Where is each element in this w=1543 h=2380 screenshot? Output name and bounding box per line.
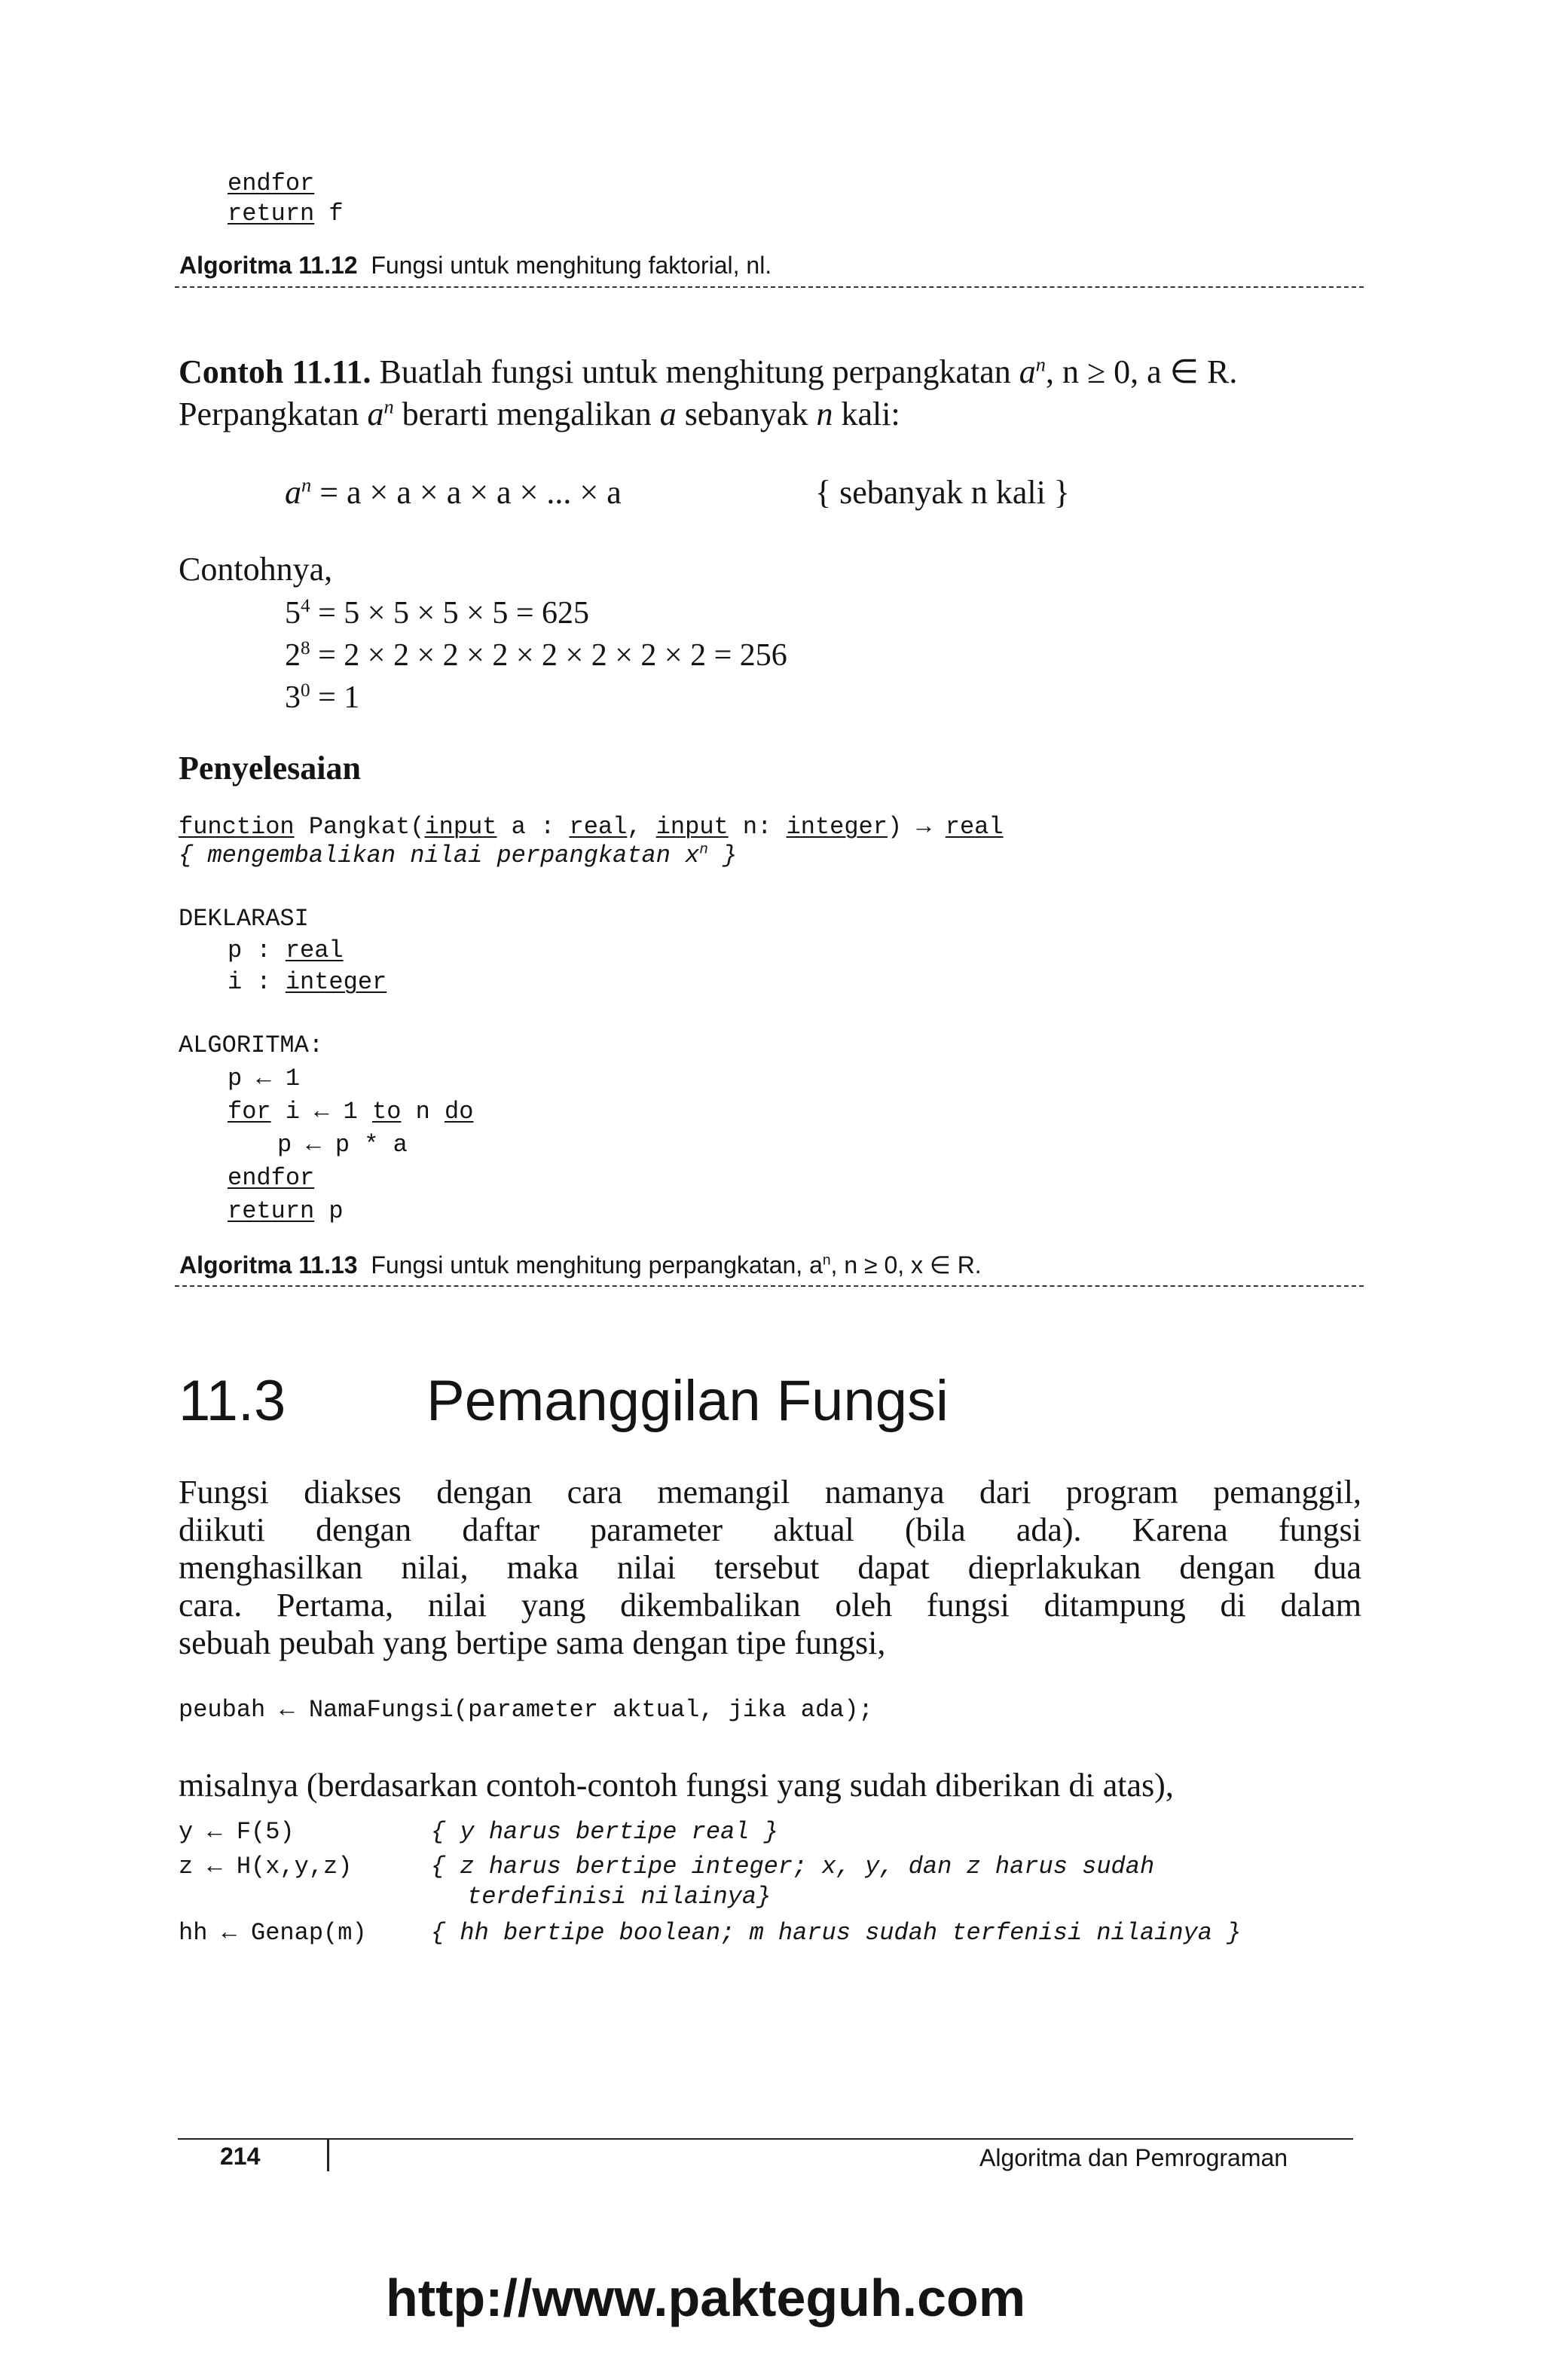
algoritma-label: ALGORITMA: <box>179 1031 324 1059</box>
caption-divider-2 <box>175 1285 1364 1287</box>
page-number: 214 <box>220 2143 261 2170</box>
return-keyword: return <box>228 200 315 228</box>
example-3-pow-0: $3^0 = 1$ <box>285 680 360 715</box>
example-line-1: Contoh 11.11. Buatlah fungsi untuk menghitung perpangkatan $a^n$, n ≥ 0, a ∈ R. <box>179 353 1238 390</box>
example-line-2: Perpangkatan $a^n$ berarti mengalikan a sebanyak n kali: <box>179 395 900 432</box>
example-z-comment: { z harus bertipe integer; x, y, dan z harus sudah <box>431 1853 1155 1880</box>
call-syntax: peubah ← NamaFungsi(parameter aktual, jika ada); <box>179 1696 873 1724</box>
for-loop: for i ← 1 to n do <box>228 1098 474 1126</box>
caption-algoritma-11-13: Algoritma 11.13 Fungsi untuk menghitung perpangkatan, $a^n$, n ≥ 0, x ∈ R. <box>179 1251 982 1279</box>
decl-p: p : real <box>228 936 344 964</box>
example-hh-code: hh ← Genap(m) <box>179 1919 367 1947</box>
example-5-pow-4: $5^4 = 5 \times 5 \times 5 \times 5 = 625$ <box>285 596 590 631</box>
code-endfor-top: endfor <box>228 170 315 197</box>
contohnya-label: Contohnya, <box>179 551 333 588</box>
example-y-comment: { y harus bertipe real } <box>431 1818 778 1846</box>
function-header: function Pangkat(input a : real, input n: integer) → real <box>179 813 1004 841</box>
function-comment: { mengembalikan nilai perpangkatan $x^n$ } <box>179 841 738 869</box>
example-heading: Contoh 11.11. <box>179 353 371 390</box>
example-y-code: y ← F(5) <box>179 1818 295 1846</box>
caption-algoritma-11-12 <box>179 252 772 280</box>
caption-text: Fungsi untuk menghitung faktorial, nl. <box>371 252 772 279</box>
endfor-keyword: endfor <box>228 1164 315 1192</box>
solution-heading: Penyelesaian <box>179 750 361 787</box>
book-title: Algoritma dan Pemrograman <box>979 2144 1288 2171</box>
decl-i: i : integer <box>228 968 387 996</box>
section-number: 11.3 <box>179 1369 286 1433</box>
footer-rule <box>178 2138 1353 2140</box>
section-title: Pemanggilan Fungsi <box>426 1369 949 1433</box>
example-z-comment-cont: terdefinisi nilainya} <box>467 1883 772 1911</box>
watermark-url: http://www.pakteguh.com <box>386 2268 1026 2327</box>
paragraph-1: Fungsi diakses dengan cara memangil namanya dari program pemanggil, diikuti dengan daftar parameter aktual (bila ada). Karena fungsi menghasilkan nilai, maka nilai tersebut dapat dieprlakukan dengan dua cara. Pertama, nilai yang dikembalikan oleh fungsi ditampung di dalam sebuah peubah yang bertipe sama dengan tipe fungsi, <box>179 1474 1361 1661</box>
formula-note: { sebanyak n kali } <box>815 474 1070 511</box>
caption-label: Algoritma 11.12 <box>179 252 358 279</box>
footer-separator <box>327 2138 329 2171</box>
return-stmt: return p <box>228 1197 344 1225</box>
formula-power: $a^n = a \times a \times a \times a$ × ... × a <box>285 473 622 511</box>
stmt-p-init: p ← 1 <box>228 1065 301 1092</box>
example-2-pow-8: $2^8 = 2 \times 2 \times 2 \times 2 \times 2 \times 2 \times 2 \times 2 = 256$ <box>285 638 787 673</box>
caption-divider <box>175 286 1364 288</box>
deklarasi-label: DEKLARASI <box>179 905 309 933</box>
paragraph-2: misalnya (berdasarkan contoh-contoh fungsi yang sudah diberikan di atas), <box>179 1767 1174 1804</box>
loop-body: p ← p * a <box>277 1131 408 1159</box>
example-hh-comment: { hh bertipe boolean; m harus sudah terfenisi nilainya } <box>431 1919 1242 1947</box>
return-variable: f <box>328 200 344 228</box>
example-z-code: z ← H(x,y,z) <box>179 1853 353 1880</box>
code-return-top <box>228 200 344 228</box>
